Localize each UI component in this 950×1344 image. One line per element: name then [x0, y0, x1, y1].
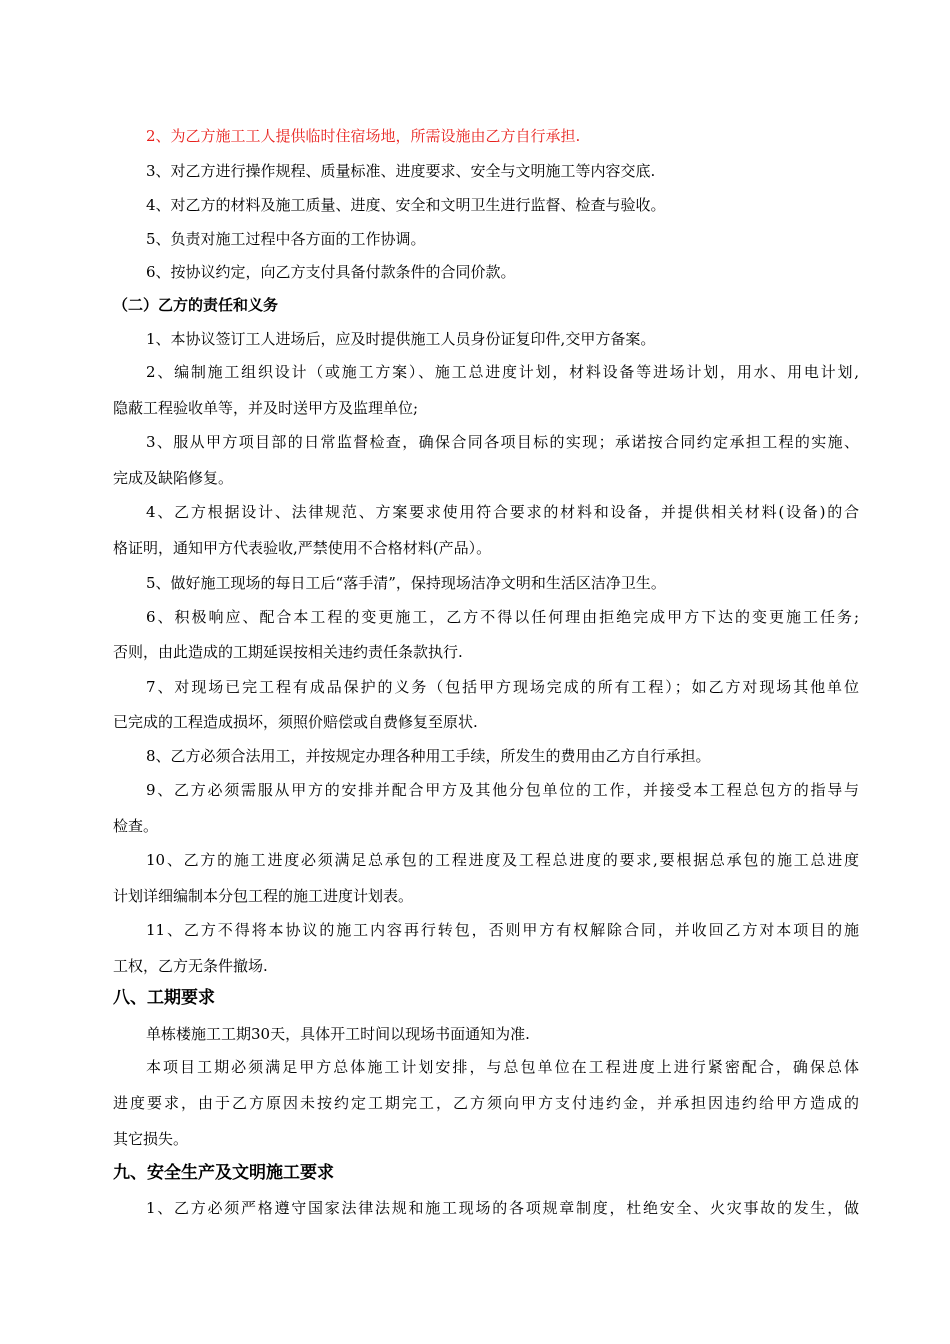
section-9-heading: 九、安全生产及文明施工要求 [113, 1163, 334, 1183]
section-9-para-1: 1、乙方必须严格遵守国家法律法规和施工现场的各项规章制度，杜绝安全、火灾事故的发生，做 [146, 1199, 859, 1217]
party-b-item-10: 10、乙方的施工进度必须满足总承包的工程进度及工程总进度的要求,要根据总承包的施工总进度 [146, 851, 859, 869]
party-b-item-4-cont: 格证明，通知甲方代表验收,严禁使用不合格材料(产品）。 [113, 539, 492, 557]
party-b-item-3: 3、服从甲方项目部的日常监督检查，确保合同各项目标的实现；承诺按合同约定承担工程的实施、 [146, 433, 859, 451]
party-b-item-6-cont: 否则，由此造成的工期延误按相关违约责任条款执行. [113, 643, 463, 661]
party-b-item-5: 5、做好施工现场的每日工后“落手清”，保持现场洁净文明和生活区洁净卫生。 [146, 574, 666, 592]
party-b-item-10-cont: 计划详细编制本分包工程的施工进度计划表。 [113, 887, 414, 905]
party-b-item-4: 4、乙方根据设计、法律规范、方案要求使用符合要求的材料和设备，并提供相关材料(设备)的合 [146, 503, 859, 521]
party-b-item-6: 6、积极响应、配合本工程的变更施工，乙方不得以任何理由拒绝完成甲方下达的变更施工任务; [146, 608, 859, 626]
party-b-item-2: 2、编制施工组织设计（或施工方案）、施工总进度计划，材料设备等进场计划，用水、用电计划, [146, 363, 859, 381]
party-b-item-11-cont: 工权，乙方无条件撤场. [113, 957, 268, 975]
party-b-item-7: 7、对现场已完工程有成品保护的义务（包括甲方现场完成的所有工程）；如乙方对现场其他单位 [146, 678, 859, 696]
party-b-item-7-cont: 已完成的工程造成损坏，须照价赔偿或自费修复至原状. [113, 713, 478, 731]
section-8-para-1: 单栋楼施工工期30天，具体开工时间以现场书面通知为准. [146, 1025, 530, 1043]
party-b-heading: （二）乙方的责任和义务 [113, 296, 279, 314]
party-b-item-11: 11、乙方不得将本协议的施工内容再行转包，否则甲方有权解除合同，并收回乙方对本项目的施 [146, 921, 859, 939]
party-a-item-4: 4、对乙方的材料及施工质量、进度、安全和文明卫生进行监督、检查与验收。 [146, 196, 666, 214]
party-a-item-5: 5、负责对施工过程中各方面的工作协调。 [146, 230, 426, 248]
party-a-item-3: 3、对乙方进行操作规程、质量标准、进度要求、安全与文明施工等内容交底. [146, 162, 656, 180]
section-8-para-2: 本项目工期必须满足甲方总体施工计划安排，与总包单位在工程进度上进行紧密配合，确保总体 [146, 1058, 859, 1076]
section-8-para-2-cont: 进度要求，由于乙方原因未按约定工期完工，乙方须向甲方支付违约金，并承担因违约给甲方造成的 [113, 1094, 859, 1112]
party-a-item-2: 2、为乙方施工工人提供临时住宿场地，所需设施由乙方自行承担. [146, 127, 581, 145]
party-b-item-3-cont: 完成及缺陷修复。 [113, 469, 234, 487]
party-a-item-6: 6、按协议约定，向乙方支付具备付款条件的合同价款。 [146, 263, 516, 281]
section-8-heading: 八、工期要求 [113, 988, 215, 1008]
party-b-item-9-cont: 检查。 [113, 817, 159, 835]
section-8-para-2-end: 其它损失。 [113, 1130, 189, 1148]
party-b-item-2-cont: 隐蔽工程验收单等，并及时送甲方及监理单位; [113, 399, 419, 417]
party-b-item-9: 9、乙方必须需服从甲方的安排并配合甲方及其他分包单位的工作，并接受本工程总包方的指导与 [146, 781, 859, 799]
party-b-item-8: 8、乙方必须合法用工，并按规定办理各种用工手续，所发生的费用由乙方自行承担。 [146, 747, 711, 765]
party-b-item-1: 1、本协议签订工人进场后，应及时提供施工人员身份证复印件,交甲方备案。 [146, 330, 656, 348]
